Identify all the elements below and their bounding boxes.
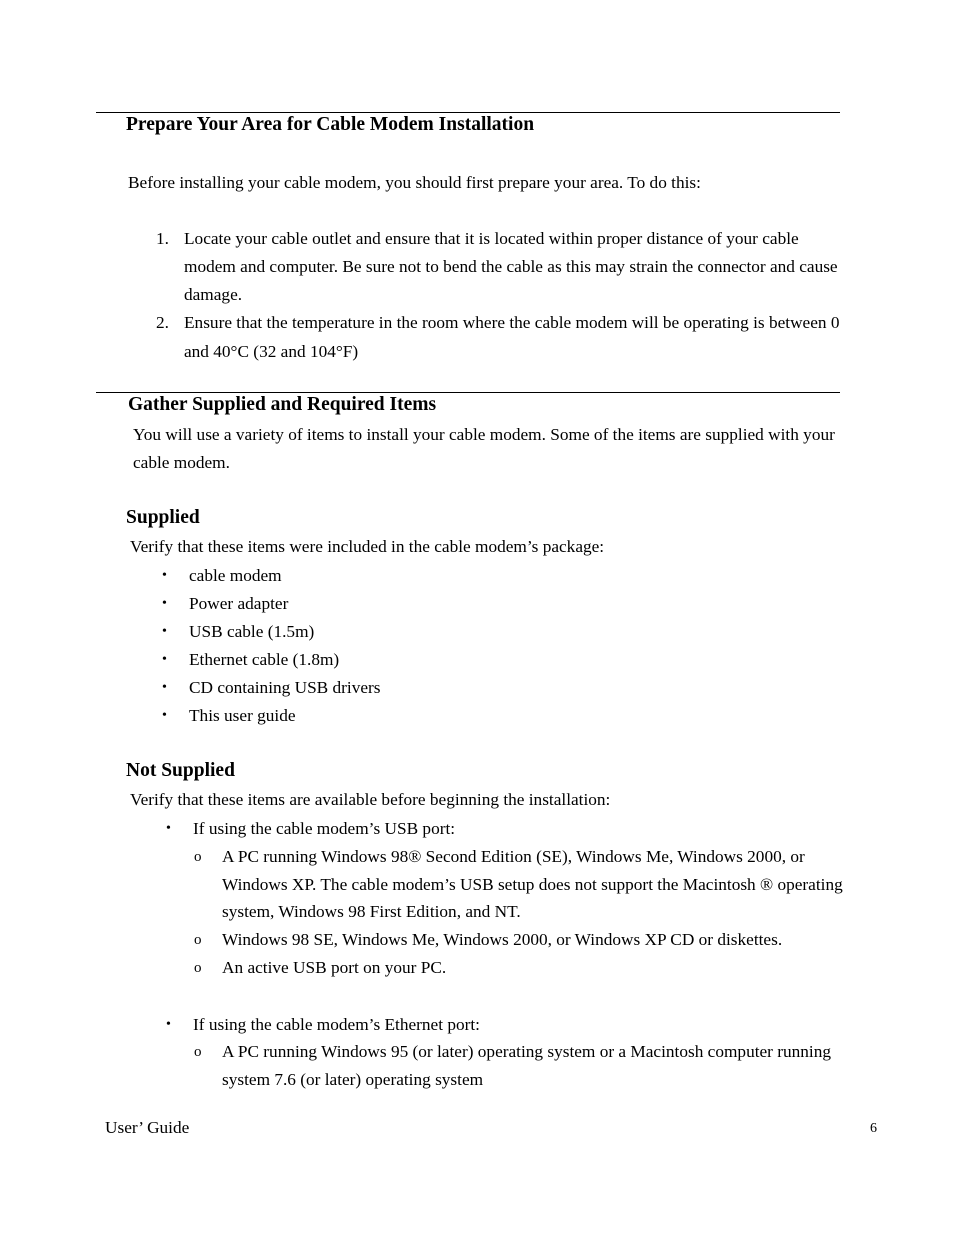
bullet-icon: • xyxy=(162,624,167,639)
usb-port-group-label: If using the cable modem’s USB port: xyxy=(193,819,456,838)
section-divider-middle xyxy=(96,392,840,393)
supplied-item: Ethernet cable (1.8m) xyxy=(189,650,340,669)
usb-req-1-line-2: Windows XP. The cable modem’s USB setup does not support the Macintosh ® operating xyxy=(222,875,843,894)
supplied-item: This user guide xyxy=(189,706,296,725)
section-intro-prepare-area: Before installing your cable modem, you should first prepare your area. To do this: xyxy=(128,173,701,192)
bullet-icon: • xyxy=(162,680,167,695)
section-title-prepare-area: Prepare Your Area for Cable Modem Installation xyxy=(126,114,535,135)
usb-req-3: An active USB port on your PC. xyxy=(222,958,447,977)
ethernet-req-1-line-2: system 7.6 (or later) operating system xyxy=(222,1070,484,1089)
step-number-2: 2. xyxy=(156,313,169,332)
gather-intro-line-1: You will use a variety of items to install your cable modem. Some of the items are supplied with your xyxy=(133,425,835,444)
step-1-line-3: damage. xyxy=(184,285,243,304)
bullet-icon: • xyxy=(162,652,167,667)
gather-intro-line-2: cable modem. xyxy=(133,453,230,472)
bullet-icon: • xyxy=(162,568,167,583)
step-2-line-2: and 40°C (32 and 104°F) xyxy=(184,342,359,361)
usb-req-2: Windows 98 SE, Windows Me, Windows 2000, or Windows XP CD or diskettes. xyxy=(222,930,783,949)
footer-guide-label: User’ Guide xyxy=(105,1118,190,1137)
step-1-line-1: Locate your cable outlet and ensure that it is located within proper distance of your cable xyxy=(184,229,799,248)
not-supplied-intro: Verify that these items are available before beginning the installation: xyxy=(130,790,611,809)
step-2-line-1: Ensure that the temperature in the room where the cable modem will be operating is between 0 xyxy=(184,313,840,332)
subsection-title-supplied: Supplied xyxy=(126,507,200,528)
sub-bullet-icon: o xyxy=(194,849,202,865)
step-1-line-2: modem and computer. Be sure not to bend the cable as this may strain the connector and cause xyxy=(184,257,838,276)
usb-req-1-line-1: A PC running Windows 98® Second Edition (SE), Windows Me, Windows 2000, or xyxy=(222,847,805,866)
ethernet-req-1-line-1: A PC running Windows 95 (or later) operating system or a Macintosh computer running xyxy=(222,1042,832,1061)
subsection-title-not-supplied: Not Supplied xyxy=(126,760,235,781)
section-title-gather-items: Gather Supplied and Required Items xyxy=(128,394,437,415)
sub-bullet-icon: o xyxy=(194,932,202,948)
page-number: 6 xyxy=(870,1121,877,1136)
supplied-item: cable modem xyxy=(189,566,282,585)
bullet-icon: • xyxy=(162,596,167,611)
supplied-intro: Verify that these items were included in the cable modem’s package: xyxy=(130,537,605,556)
sub-bullet-icon: o xyxy=(194,1044,202,1060)
usb-req-1-line-3: system, Windows 98 First Edition, and NT. xyxy=(222,902,521,921)
supplied-item: CD containing USB drivers xyxy=(189,678,381,697)
section-divider-top xyxy=(96,112,840,113)
supplied-item: USB cable (1.5m) xyxy=(189,622,315,641)
bullet-icon: • xyxy=(166,821,171,836)
supplied-item: Power adapter xyxy=(189,594,289,613)
sub-bullet-icon: o xyxy=(194,960,202,976)
ethernet-port-group-label: If using the cable modem’s Ethernet port: xyxy=(193,1015,480,1034)
bullet-icon: • xyxy=(162,708,167,723)
step-number-1: 1. xyxy=(156,229,169,248)
bullet-icon: • xyxy=(166,1017,171,1032)
